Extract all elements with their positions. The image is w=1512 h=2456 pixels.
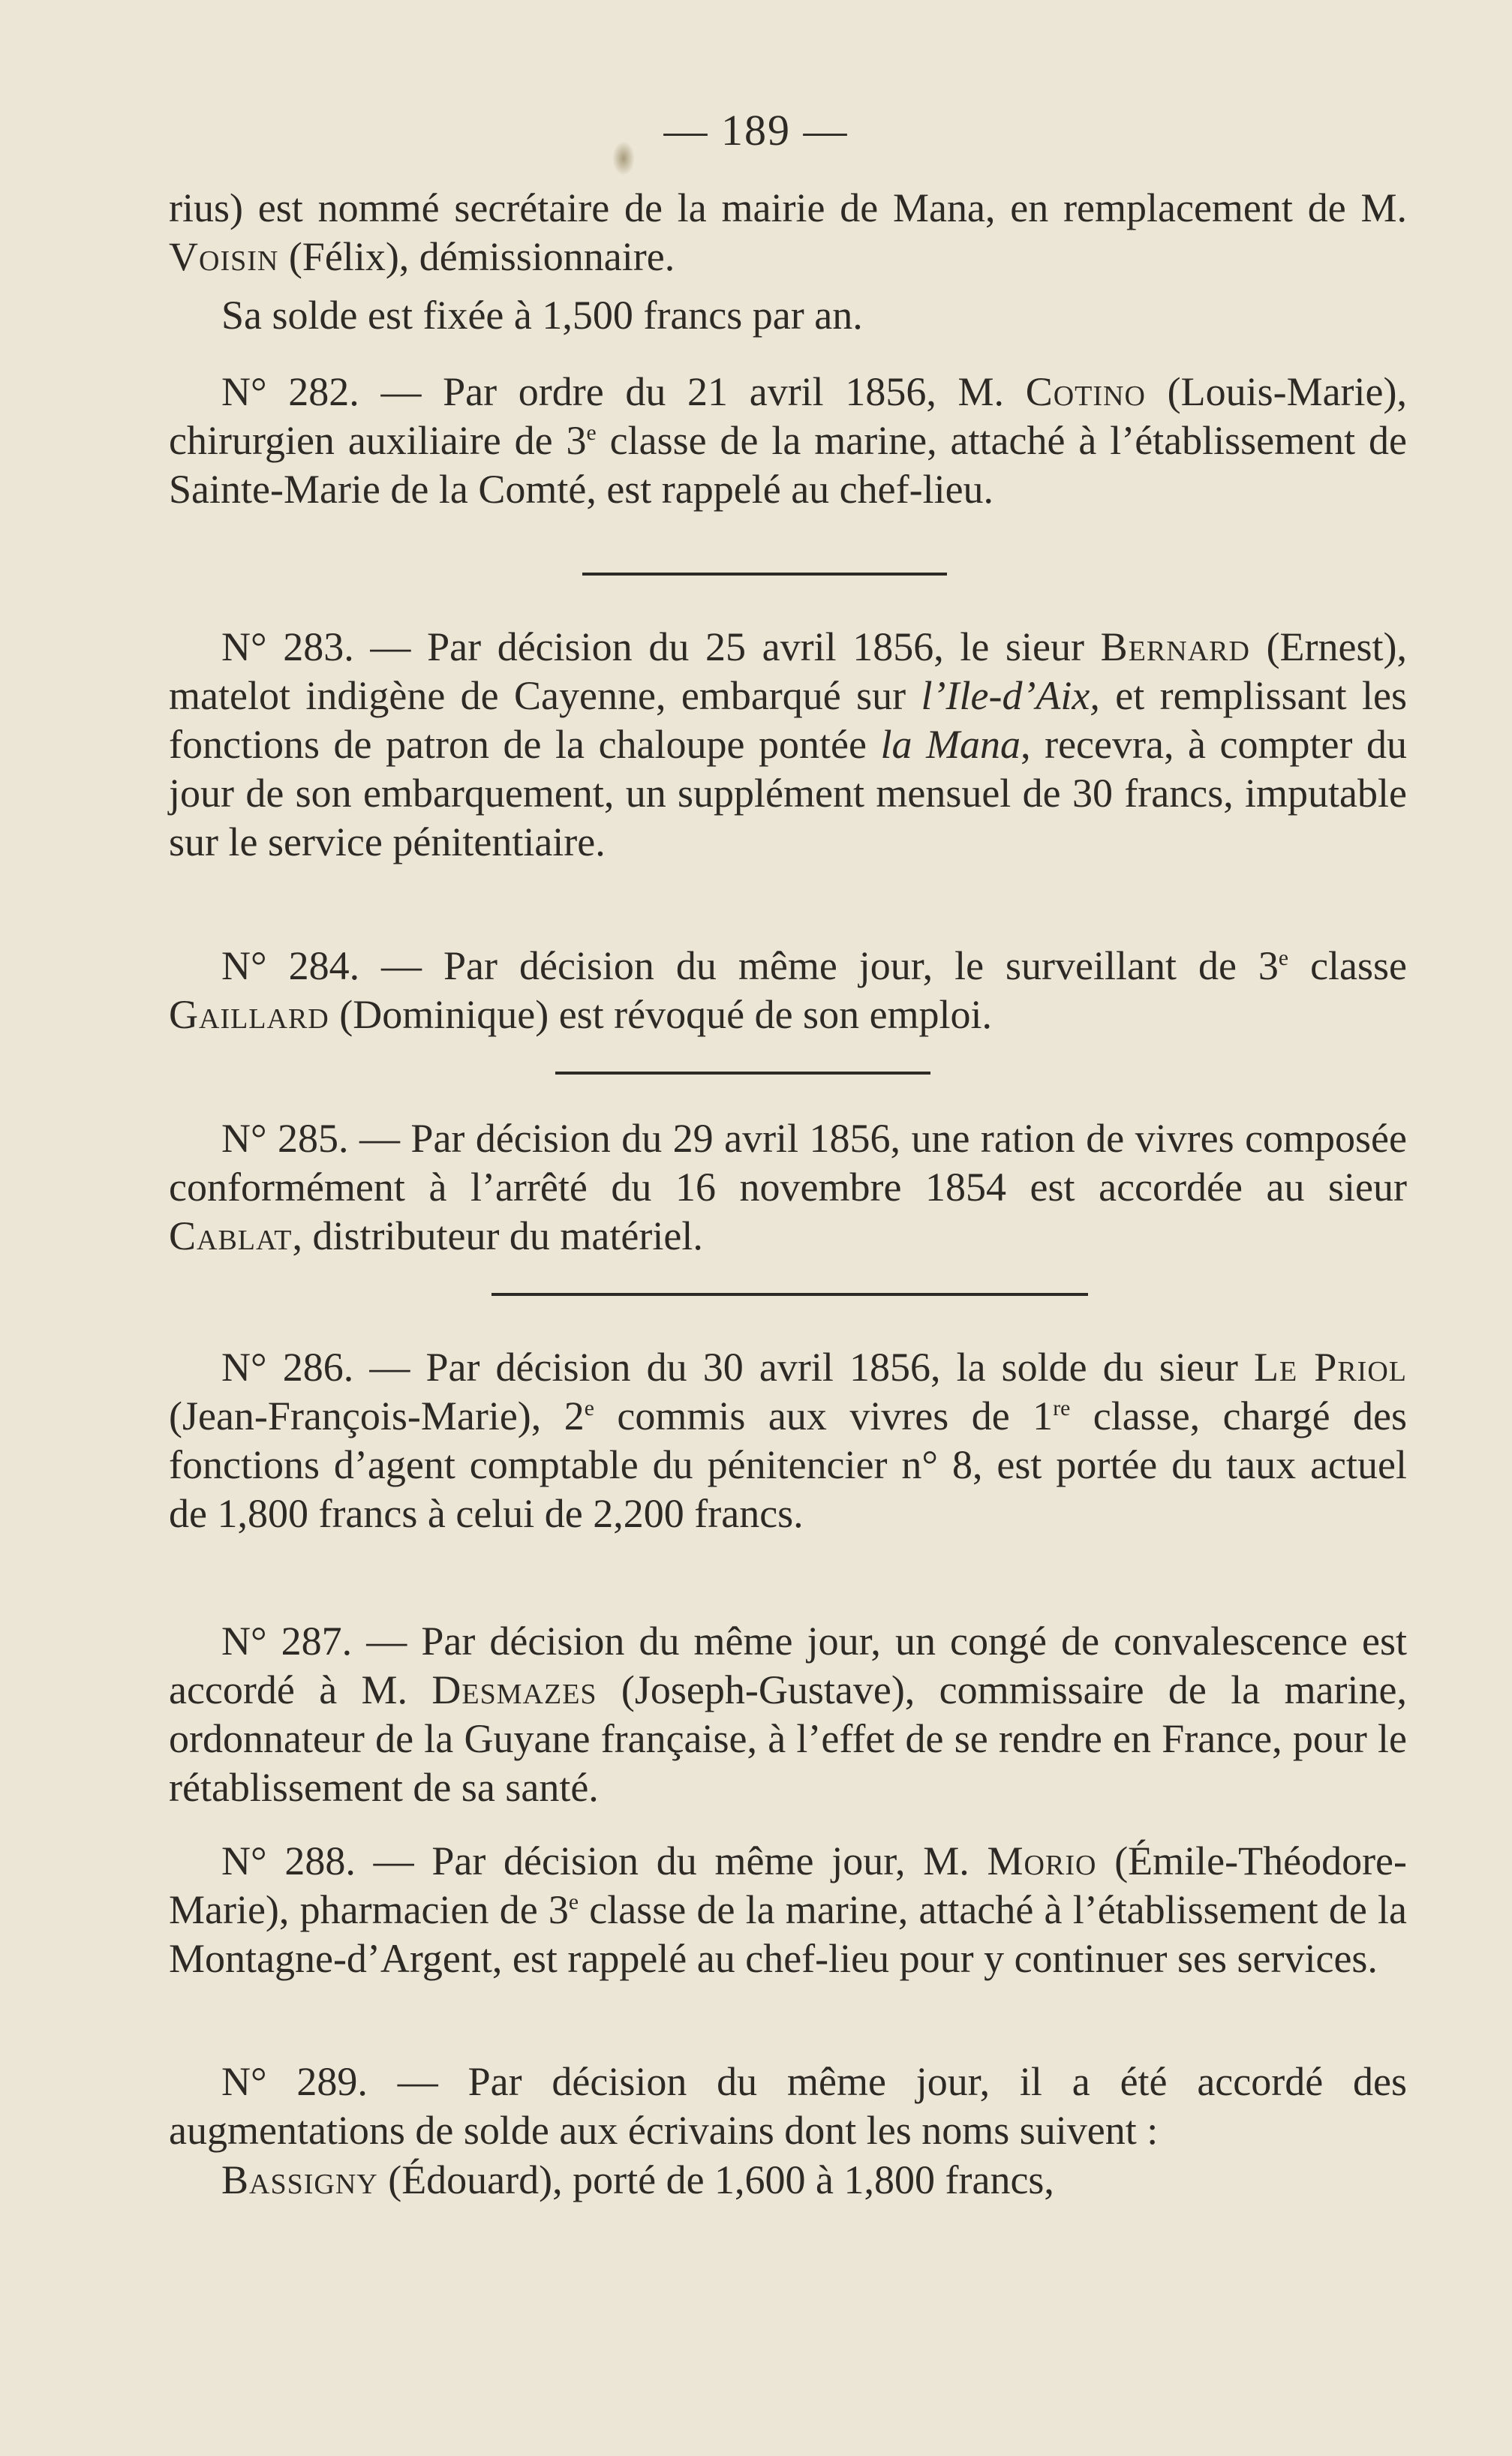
paragraph-287: N° 287. — Par décision du même jour, un congé de convalescence est accordé à M. Desmazes (Joseph-Gustave), commissaire de la marine, ordonnateur de la Guyane française, à l’effet de se rendre en France, pour le rétablissement de sa santé. bbox=[169, 1619, 1407, 1810]
paragraph-289: N° 289. — Par décision du même jour, il a été accordé des augmentations de solde aux écrivains dont les noms suivent : bbox=[169, 2059, 1407, 2153]
separator-rule bbox=[491, 1293, 1088, 1296]
paragraph-continuation: rius) est nommé secrétaire de la mairie de Mana, en remplacement de M. Voisin (Félix), démissionnaire. bbox=[169, 185, 1407, 279]
ink-stain bbox=[612, 141, 635, 176]
paragraph-bassigny: Bassigny (Édouard), porté de 1,600 à 1,800 francs, bbox=[221, 2157, 1054, 2202]
separator-rule bbox=[555, 1072, 930, 1075]
name-voisin: Voisin bbox=[169, 234, 279, 279]
paragraph-286: N° 286. — Par décision du 30 avril 1856, la solde du sieur Le Priol (Jean-François-Marie), 2e commis aux vivres de 1re classe, chargé des fonctions d’agent comptable du pénitencier n° 8, est portée du taux actuel de 1,800 francs à celui de 2,200 francs. bbox=[169, 1345, 1407, 1536]
paragraph-solde: Sa solde est fixée à 1,500 francs par an. bbox=[221, 293, 863, 338]
paragraph-282: N° 282. — Par ordre du 21 avril 1856, M. Cotino (Louis-Marie), chirurgien auxiliaire de 3e classe de la marine, attaché à l’établissement de Sainte-Marie de la Comté, est rappelé au chef-lieu. bbox=[169, 369, 1408, 512]
page-number: — 189 — bbox=[663, 106, 849, 155]
paragraph-288: N° 288. — Par décision du même jour, M. Morio (Émile-Théodore-Marie), pharmacien de 3e classe de la marine, attaché à l’établissement de la Montagne-d’Argent, est rappelé au chef-lieu pour y continuer ses services. bbox=[169, 1838, 1408, 1981]
separator-rule bbox=[582, 573, 947, 576]
paragraph-283: N° 283. — Par décision du 25 avril 1856, le sieur Bernard (Ernest), matelot indigène de Cayenne, embarqué sur l’Ile-d’Aix, et remplissant les fonctions de patron de la chaloupe pontée la Mana, recevra, à compter du jour de son embarquement, un supplément mensuel de 30 francs, imputable sur le service pénitentiaire. bbox=[169, 624, 1407, 864]
paragraph-285: N° 285. — Par décision du 29 avril 1856, une ration de vivres composée conformément à l’arrêté du 16 novembre 1854 est accordée au sieur Cablat, distributeur du matériel. bbox=[169, 1116, 1407, 1258]
paragraph-284: N° 284. — Par décision du même jour, le surveillant de 3e classe Gaillard (Dominique) est révoqué de son emploi. bbox=[169, 943, 1408, 1037]
